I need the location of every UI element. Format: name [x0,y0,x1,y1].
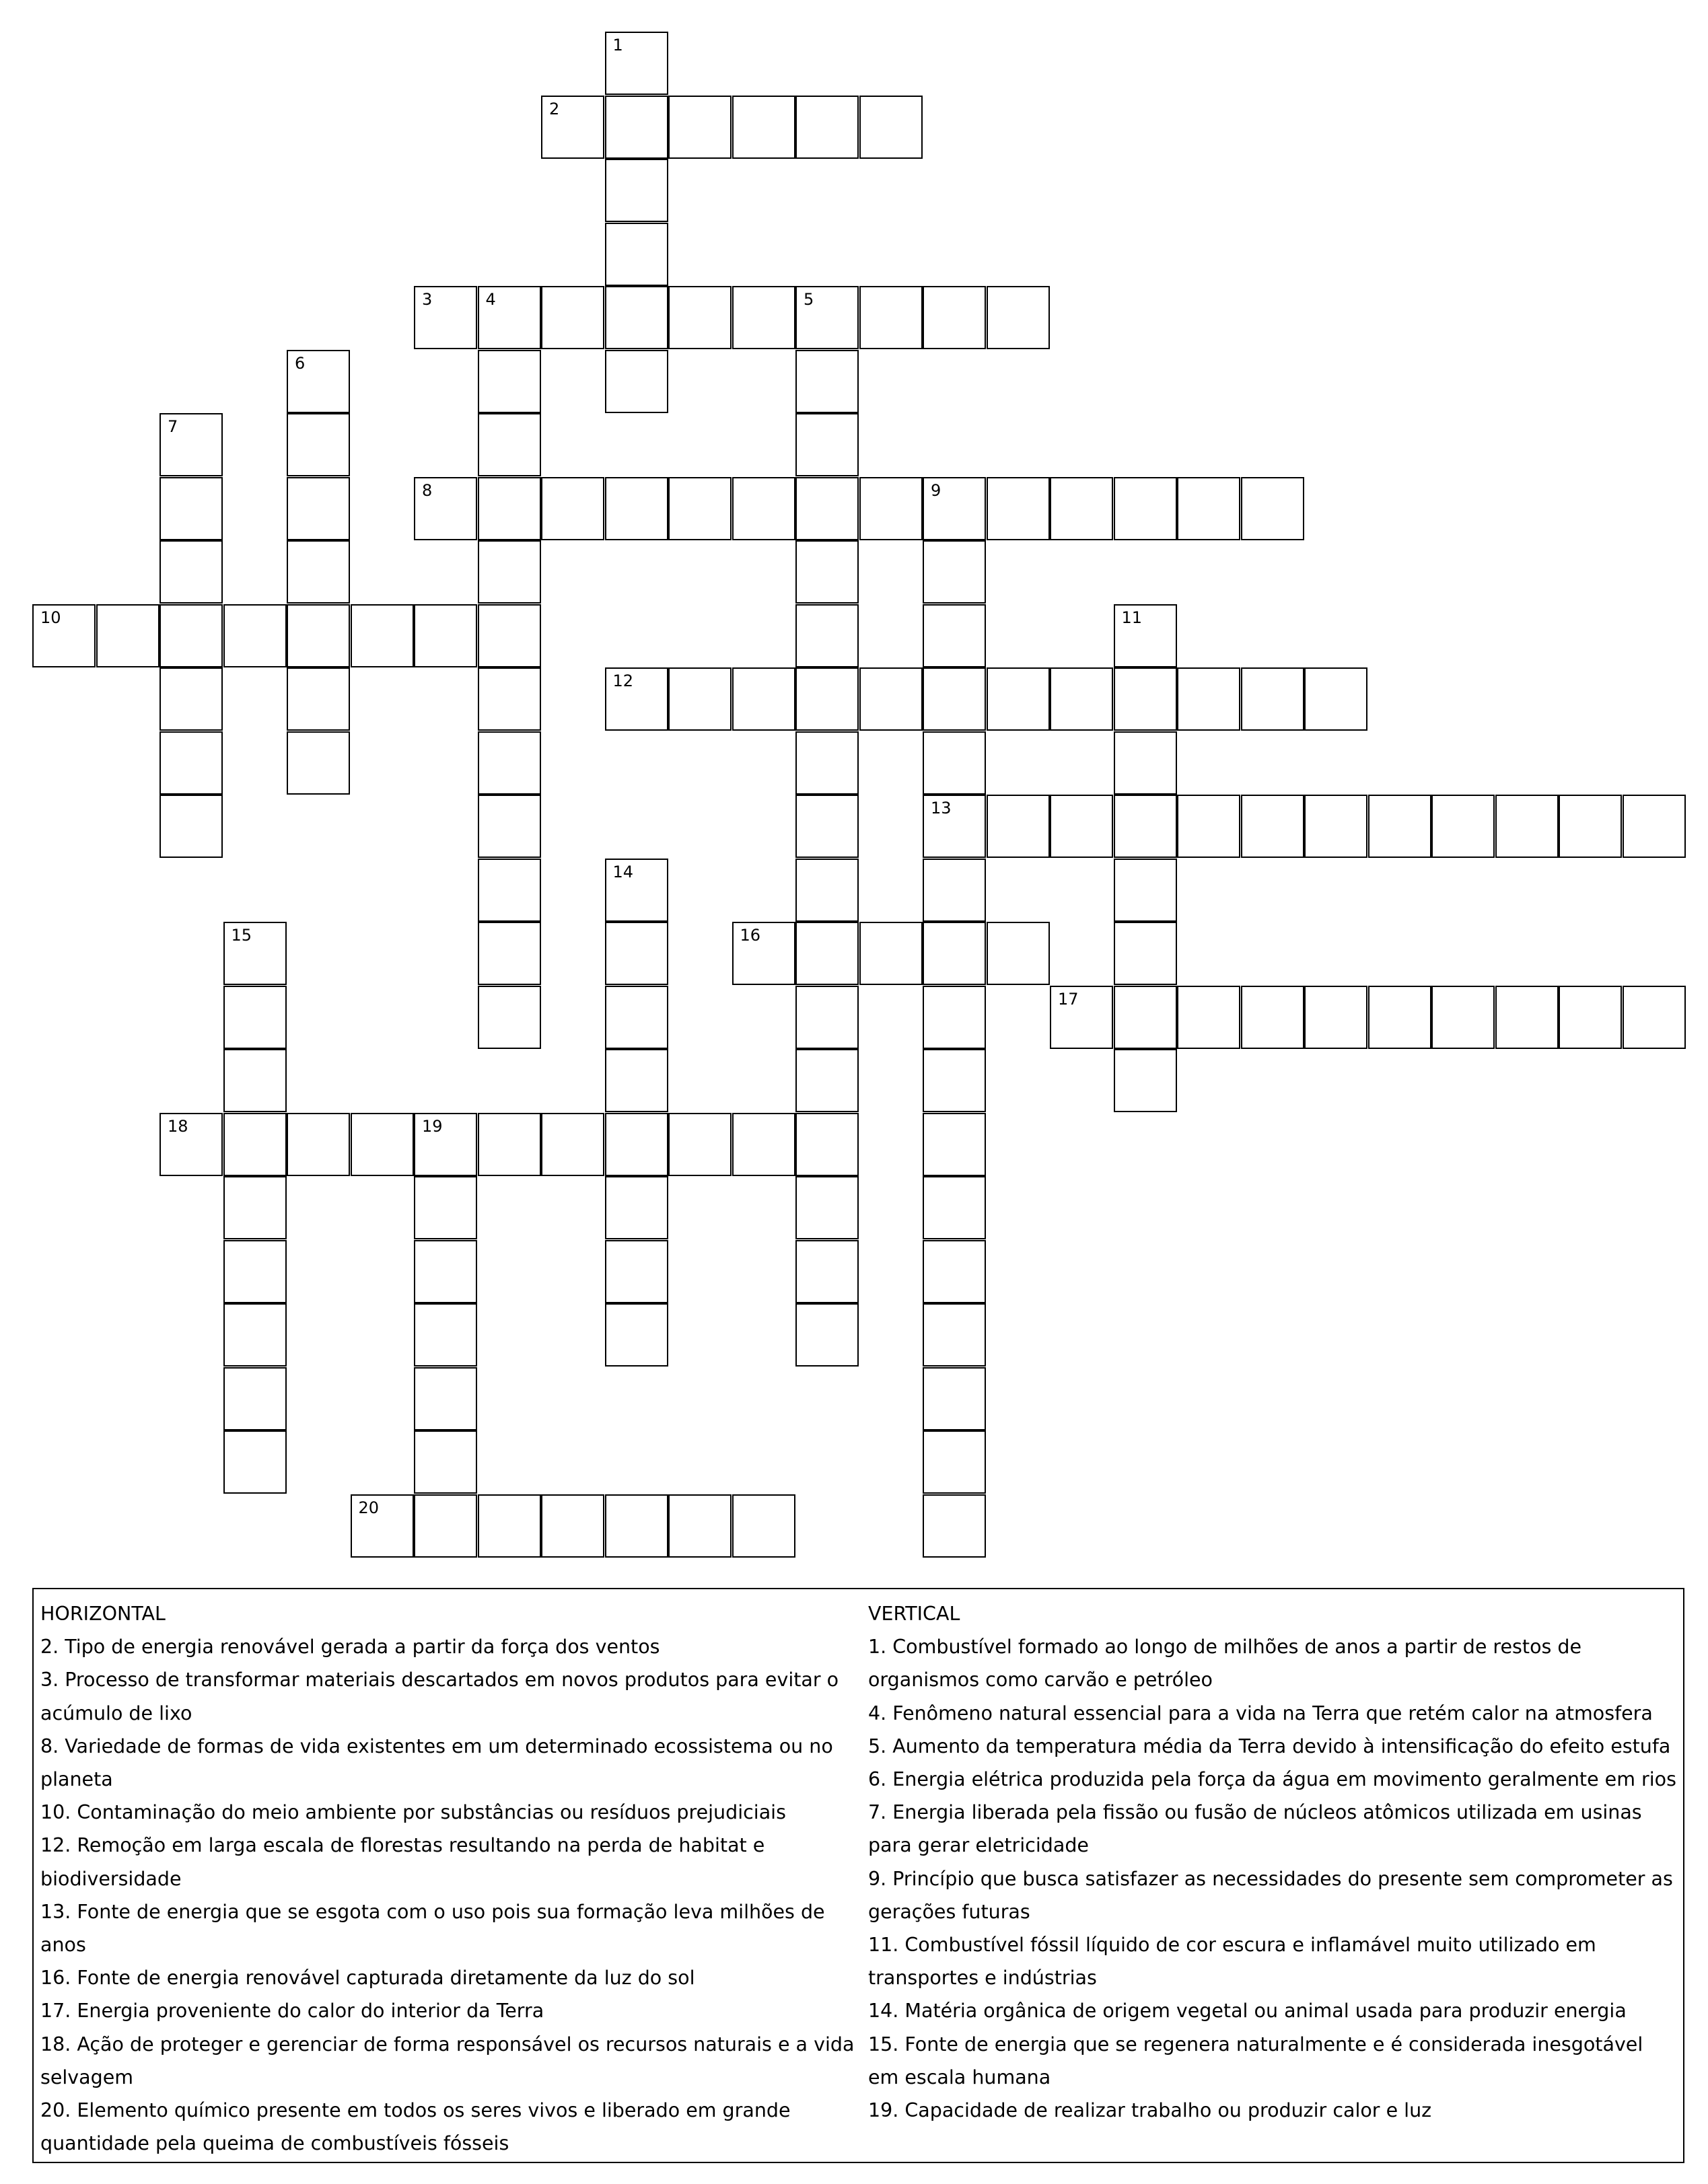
clue-number: 8 [422,480,433,500]
grid-cell[interactable] [923,286,986,349]
clue-down-4: 4. Fenômeno natural essencial para a vida na Terra que retém calor na atmosfera [868,1702,1653,1724]
grid-cell[interactable] [414,1113,477,1176]
clue-number: 19 [422,1116,443,1136]
grid-cell[interactable] [732,922,795,985]
grid-cell[interactable] [605,286,668,349]
grid-cell[interactable] [287,350,350,413]
grid-cell[interactable] [223,1303,287,1367]
grid-cell[interactable] [478,795,541,858]
grid-cell[interactable] [159,604,223,667]
grid-cell[interactable] [414,1303,477,1367]
grid-cell[interactable] [1050,795,1113,858]
grid-cell[interactable] [159,667,223,731]
grid-cell[interactable] [605,986,668,1049]
grid-cell[interactable] [478,286,541,349]
grid-cell[interactable] [795,795,859,858]
clue-across-10: 10. Contaminação do meio ambiente por substâncias ou resíduos prejudiciais [40,1801,786,1824]
grid-cell[interactable] [923,1176,986,1239]
grid-cell[interactable] [795,540,859,604]
grid-cell[interactable] [1304,667,1367,731]
grid-cell[interactable] [795,1303,859,1367]
grid-cell[interactable] [1177,795,1240,858]
grid-cell[interactable] [923,795,986,858]
clue-number: 12 [612,671,634,690]
grid-cell[interactable] [287,1113,350,1176]
grid-cell[interactable] [414,1494,477,1558]
grid-cell[interactable] [795,1240,859,1303]
grid-cell[interactable] [1114,859,1177,922]
grid-cell[interactable] [1114,986,1177,1049]
grid-cell[interactable] [1559,795,1622,858]
grid-cell[interactable] [923,986,986,1049]
grid-cell[interactable] [605,1049,668,1112]
grid-cell[interactable] [159,477,223,540]
clue-down-5: 5. Aumento da temperatura média da Terra devido à intensificação do efeito estufa [868,1735,1671,1757]
grid-cell[interactable] [732,1113,795,1176]
grid-cell[interactable] [478,350,541,413]
grid-cell[interactable] [923,731,986,795]
grid-cell[interactable] [223,1367,287,1430]
grid-cell[interactable] [414,1367,477,1430]
grid-cell[interactable] [605,32,668,95]
grid-cell[interactable] [414,1430,477,1494]
grid-cell[interactable] [414,286,477,349]
clue-number: 6 [295,353,306,373]
grid-cell[interactable] [668,1113,732,1176]
grid-cell[interactable] [795,922,859,985]
grid-cell[interactable] [1431,986,1495,1049]
grid-cell[interactable] [605,1240,668,1303]
clue-number: 3 [422,290,433,309]
clue-number: 11 [1121,608,1143,627]
clue-number: 1 [612,36,623,54]
grid-cell[interactable] [1177,986,1240,1049]
clue-number: 17 [1058,989,1079,1009]
clue-down-15: 15. Fonte de energia que se regenera naturalmente e é considerada inesgotável em escala humana [868,2033,1643,2088]
grid-cell[interactable] [1050,667,1113,731]
grid-cell[interactable] [1114,667,1177,731]
grid-cell[interactable] [1241,986,1304,1049]
grid-cell[interactable] [1114,922,1177,985]
grid-cell[interactable] [795,350,859,413]
grid-cell[interactable] [923,604,986,667]
grid-cell[interactable] [478,859,541,922]
clue-number: 10 [40,608,61,627]
grid-cell[interactable] [159,795,223,858]
grid-cell[interactable] [223,1049,287,1112]
grid-cell[interactable] [1114,1049,1177,1112]
grid-cell[interactable] [1114,477,1177,540]
grid-cell[interactable] [923,1367,986,1430]
grid-cell[interactable] [414,1176,477,1239]
grid-cell[interactable] [1495,986,1559,1049]
grid-cell[interactable] [923,1240,986,1303]
grid-cell[interactable] [859,667,923,731]
clue-number: 13 [931,799,952,817]
grid-cell[interactable] [795,731,859,795]
grid-cell[interactable] [923,667,986,731]
grid-cell[interactable] [987,795,1050,858]
grid-cell[interactable] [223,922,287,985]
grid-cell[interactable] [605,96,668,159]
grid-cell[interactable] [605,223,668,286]
clue-down-6: 6. Energia elétrica produzida pela força da água em movimento geralmente em rios [868,1768,1676,1791]
clue-across-8: 8. Variedade de formas de vida existentes em um determinado ecossistema ou no planeta [40,1735,833,1791]
grid-cell[interactable] [414,604,477,667]
grid-cell[interactable] [1304,986,1367,1049]
clue-number: 2 [549,99,560,118]
grid-cell[interactable] [478,731,541,795]
grid-cell[interactable] [541,96,604,159]
down-clues [868,1597,1679,2127]
grid-cell[interactable] [1559,986,1622,1049]
grid-cell[interactable] [605,667,668,731]
grid-cell[interactable] [541,1494,604,1558]
grid-cell[interactable] [795,1113,859,1176]
grid-cell[interactable] [668,286,732,349]
grid-cell[interactable] [605,1303,668,1367]
clue-across-18: 18. Ação de proteger e gerenciar de forma responsável os recursos naturais e a vida selvagem [40,2033,855,2088]
grid-cell[interactable] [478,1494,541,1558]
grid-cell[interactable] [32,604,96,667]
grid-cell[interactable] [1241,667,1304,731]
grid-cell[interactable] [478,1113,541,1176]
grid-cell[interactable] [987,286,1050,349]
clue-number: 14 [612,862,634,881]
grid-cell[interactable] [223,1113,287,1176]
grid-cell[interactable] [859,477,923,540]
grid-cell[interactable] [923,1303,986,1367]
grid-cell[interactable] [987,922,1050,985]
grid-cell[interactable] [1368,986,1431,1049]
grid-cell[interactable] [795,604,859,667]
clue-down-1: 1. Combustível formado ao longo de milhões de anos a partir de restos de organismos como carvão e petróleo [868,1636,1582,1691]
grid-cell[interactable] [1241,477,1304,540]
grid-cell[interactable] [1495,795,1559,858]
grid-cell[interactable] [795,1049,859,1112]
grid-cell[interactable] [923,1113,986,1176]
grid-cell[interactable] [351,1494,414,1558]
grid-cell[interactable] [287,413,350,476]
grid-cell[interactable] [287,667,350,731]
clue-across-12: 12. Remoção em larga escala de florestas resultando na perda de habitat e biodiversidade [40,1834,765,1890]
clue-across-17: 17. Energia proveniente do calor do interior da Terra [40,2000,544,2023]
across-clues [40,1597,865,2160]
clue-number: 9 [931,480,941,500]
grid-cell[interactable] [923,477,986,540]
grid-cell[interactable] [1050,986,1113,1049]
clue-down-11: 11. Combustível fóssil líquido de cor escura e inflamável muito utilizado em transportes e indústrias [868,1934,1596,1990]
grid-cell[interactable] [1623,986,1686,1049]
grid-cell[interactable] [668,667,732,731]
grid-cell[interactable] [732,667,795,731]
grid-cell[interactable] [605,1176,668,1239]
grid-cell[interactable] [1241,795,1304,858]
grid-cell[interactable] [923,1494,986,1558]
grid-cell[interactable] [605,859,668,922]
grid-cell[interactable] [541,477,604,540]
grid-cell[interactable] [795,986,859,1049]
grid-cell[interactable] [923,1049,986,1112]
grid-cell[interactable] [605,1494,668,1558]
grid-cell[interactable] [795,96,859,159]
grid-cell[interactable] [859,96,923,159]
grid-cell[interactable] [923,922,986,985]
grid-cell[interactable] [605,477,668,540]
grid-cell[interactable] [668,1494,732,1558]
grid-cell[interactable] [859,286,923,349]
clue-number: 15 [231,926,252,945]
grid-cell[interactable] [159,1113,223,1176]
grid-cell[interactable] [605,159,668,222]
grid-cell[interactable] [1114,795,1177,858]
grid-cell[interactable] [795,413,859,476]
clue-down-19: 19. Capacidade de realizar trabalho ou produzir calor e luz [868,2099,1432,2122]
grid-cell[interactable] [1431,795,1495,858]
down-heading: VERTICAL [868,1603,960,1625]
grid-cell[interactable] [1368,795,1431,858]
clue-across-20: 20. Elemento químico presente em todos os seres vivos e liberado em grande quantidade pela queima de combustíveis fósseis [40,2099,791,2155]
grid-cell[interactable] [605,1113,668,1176]
grid-cell[interactable] [668,96,732,159]
grid-cell[interactable] [1304,795,1367,858]
grid-cell[interactable] [96,604,159,667]
clue-across-13: 13. Fonte de energia que se esgota com o uso pois sua formação leva milhões de anos [40,1900,825,1957]
grid-cell[interactable] [478,540,541,604]
grid-cell[interactable] [1114,604,1177,667]
clue-number: 5 [804,290,814,309]
grid-cell[interactable] [605,922,668,985]
grid-cell[interactable] [541,1113,604,1176]
grid-cell[interactable] [287,731,350,795]
clue-down-7: 7. Energia liberada pela fissão ou fusão de núcleos atômicos utilizada em usinas para gerar eletricidade [868,1801,1642,1857]
grid-cell[interactable] [351,1113,414,1176]
grid-cell[interactable] [541,286,604,349]
grid-cell[interactable] [414,477,477,540]
grid-cell[interactable] [732,96,795,159]
grid-cell[interactable] [605,350,668,413]
grid-cell[interactable] [287,540,350,604]
grid-cell[interactable] [795,859,859,922]
grid-cell[interactable] [223,1176,287,1239]
grid-cell[interactable] [1114,731,1177,795]
grid-cell[interactable] [1050,477,1113,540]
clue-number: 18 [168,1116,188,1136]
clue-across-16: 16. Fonte de energia renovável capturada diretamente da luz do sol [40,1967,695,1990]
grid-cell[interactable] [351,604,414,667]
grid-cell[interactable] [478,604,541,667]
clue-number: 4 [485,290,496,309]
grid-cell[interactable] [159,413,223,476]
grid-cell[interactable] [795,477,859,540]
grid-cell[interactable] [478,667,541,731]
grid-cell[interactable] [732,1494,795,1558]
grid-cell[interactable] [1623,795,1686,858]
clue-down-14: 14. Matéria orgânica de origem vegetal ou animal usada para produzir energia [868,2000,1627,2023]
clue-number: 20 [358,1498,380,1517]
grid-cell[interactable] [478,413,541,476]
grid-cell[interactable] [478,477,541,540]
clue-across-2: 2. Tipo de energia renovável gerada a partir da força dos ventos [40,1636,660,1659]
clue-down-9: 9. Princípio que busca satisfazer as necessidades do presente sem comprometer as gerações futuras [868,1867,1673,1923]
grid-cell[interactable] [159,731,223,795]
grid-cell[interactable] [732,286,795,349]
grid-cell[interactable] [287,604,350,667]
grid-cell[interactable] [223,1240,287,1303]
grid-cell[interactable] [987,667,1050,731]
grid-cell[interactable] [732,477,795,540]
grid-cell[interactable] [795,667,859,731]
clues-box [32,1588,1684,2163]
grid-cell[interactable] [223,986,287,1049]
grid-cell[interactable] [1177,667,1240,731]
grid-cell[interactable] [223,604,287,667]
grid-cell[interactable] [223,1430,287,1494]
grid-cell[interactable] [478,986,541,1049]
grid-cell[interactable] [159,540,223,604]
clue-across-3: 3. Processo de transformar materiais descartados em novos produtos para evitar o acúmulo de lixo [40,1669,839,1724]
grid-cell[interactable] [987,477,1050,540]
grid-cell[interactable] [478,922,541,985]
across-heading: HORIZONTAL [40,1603,166,1625]
grid-cell[interactable] [287,477,350,540]
grid-cell[interactable] [923,859,986,922]
grid-cell[interactable] [795,1176,859,1239]
grid-cell[interactable] [1177,477,1240,540]
grid-cell[interactable] [923,540,986,604]
grid-cell[interactable] [859,922,923,985]
clue-number: 7 [168,417,178,436]
grid-cell[interactable] [923,1430,986,1494]
clue-number: 16 [740,926,761,945]
grid-cell[interactable] [668,477,732,540]
grid-cell[interactable] [795,286,859,349]
grid-cell[interactable] [414,1240,477,1303]
